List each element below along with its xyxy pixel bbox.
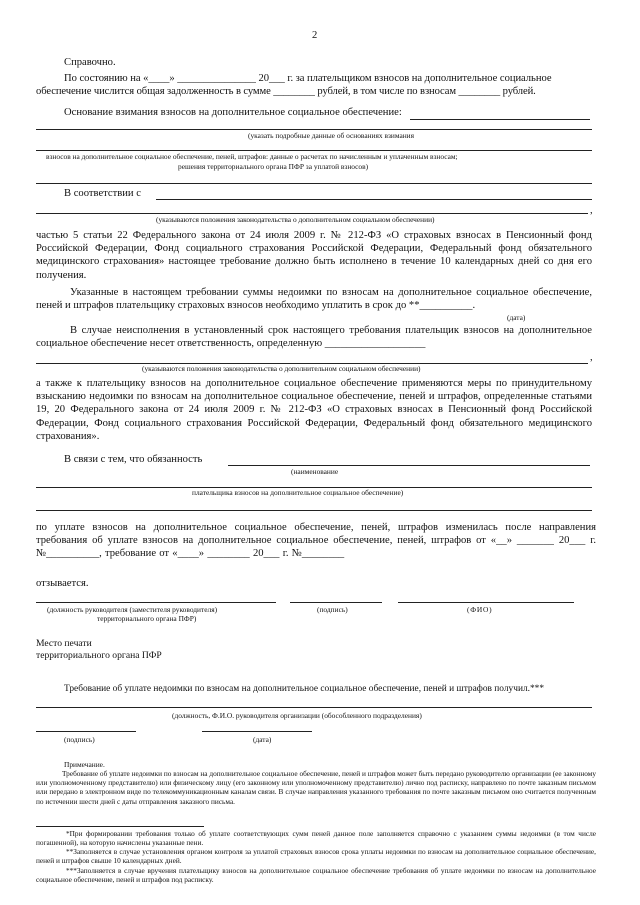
revoked-text: отзывается. xyxy=(36,578,89,589)
para-amounts: Указанные в настоящем требовании суммы недоимки по взносам на дополнительное социальное обеспечение, пеней и штрафов плательщику страховых взносов необходимо уплатить в срок до **__________. xyxy=(36,287,592,312)
position-line xyxy=(36,602,276,603)
accordance-line xyxy=(156,199,592,200)
basis-line-2 xyxy=(36,150,592,151)
position-caption-1: (должность руководителя (заместителя руководителя) xyxy=(47,605,218,614)
recipient-date-caption: (дата) xyxy=(253,735,272,744)
recipient-sign-line xyxy=(36,731,136,732)
position-caption-2: территориального органа ПФР) xyxy=(97,614,197,623)
para-default: В случае неисполнения в установленный срок настоящего требования плательщик взносов на дополнительное социальное обеспечение несет ответственность, определенную ___________________ xyxy=(36,325,592,350)
recipient-caption: (должность, Ф.И.О. руководителя организации (обособленного подразделения) xyxy=(172,711,422,720)
basis-line-3 xyxy=(36,183,592,184)
footnote-2: **Заполняется в случае установления органом контроля за уплатой страховых взносов срока уплаты недоимки по взносам на дополнительное социальное обеспечение, пеней и штрафов свыше 10 календарных дней. xyxy=(36,847,596,866)
accordance-comma: , xyxy=(590,205,593,216)
fio-line xyxy=(398,602,574,603)
obligation-line xyxy=(228,465,590,466)
reference-heading: Справочно. xyxy=(64,57,116,68)
para-measures: а также к плательщику взносов на дополнительное социальное обеспечение применяются меры по принудительному взысканию недоимки по взносам на дополнительное социальное обеспечение, пеней и штрафов, определенные статьями 19, 20 Федерального закона от 24 июля 2009 г. № 212-ФЗ «О страховых взносах в Пенсионный фонд Российской Федерации, Фонд социального страхования Российской Федерации, Федеральный фонд обязательного медицинского страхования». xyxy=(36,378,592,442)
liability-caption: (указываются положения законодательства о дополнительном социальном обеспечении) xyxy=(142,364,421,373)
payer-caption: плательщика взносов на дополнительное социальное обеспечение) xyxy=(192,488,404,497)
stamp-line-1: Место печати xyxy=(36,638,92,649)
footnote-3: ***Заполняется в случае вручения плательщику взносов на дополнительное социальное обеспечение требования об уплате недоимки по взносам на дополнительное социальное обеспечение, пеней и штрафов под расписку. xyxy=(36,866,596,885)
footnote-separator xyxy=(36,826,204,827)
obligation-label: В связи с тем, что обязанность xyxy=(64,454,203,465)
page-number: 2 xyxy=(312,30,318,41)
name-caption: (наименование xyxy=(291,467,339,476)
basis-line-end xyxy=(410,119,590,120)
law-caption: (указываются положения законодательства о дополнительном социальном обеспечении) xyxy=(156,215,435,224)
recipient-date-line xyxy=(202,731,312,732)
basis-caption-1: (указать подробные данные об основаниях взимания xyxy=(248,131,415,140)
note-text: Требование об уплате недоимки по взносам на дополнительное социальное обеспечение, пеней и штрафов может быть передано руководителю организации (ее законному или уполномоченному представителю) или физическому лицу (его законному или уполномоченному представителю) лично под расписку, направлено по почте заказным письмом или передано в электронном виде по телекоммуникационным каналам связи. В случае направления указанного требования по почте заказным письмом оно считается полученным по истечении шести дней с даты отправления заказного письма. xyxy=(36,769,596,806)
accordance-line-2 xyxy=(36,213,588,214)
note-title: Примечание. xyxy=(64,760,105,769)
debt-line-1: По состоянию на «____» _______________ 20___ г. за плательщиком взносов на дополнительное социальное xyxy=(64,73,552,84)
received-label: Требование об уплате недоимки по взносам на дополнительное социальное обеспечение, пеней и штрафов получил.*** xyxy=(64,684,545,694)
fio-caption: (ФИО) xyxy=(467,605,493,614)
recipient-sign-caption: (подпись) xyxy=(64,735,95,744)
signature-line xyxy=(290,602,382,603)
accordance-label: В соответствии с xyxy=(64,188,141,199)
basis-line-1 xyxy=(36,129,592,130)
date-caption: (дата) xyxy=(507,313,526,322)
para-law: частью 5 статьи 22 Федерального закона от 24 июля 2009 г. № 212-ФЗ «О страховых взносах в Пенсионный фонд Российской Федерации, Фонд социального страхования Российской Федерации, Федеральный фонд обязательного медицинского страхования» настоящее требование должно быть исполнено в течение 10 календарных дней со дня его получения. xyxy=(36,230,592,281)
debt-line-2: обеспечение числится общая задолженность в сумме ________ рублей, в том числе по взносам ________ рублей. xyxy=(36,86,536,97)
basis-caption-3: решения территориального органа ПФР за уплатой взносов) xyxy=(178,162,369,171)
basis-caption-2: взносов на дополнительное социальное обеспечение, пеней, штрафов: данные о расчетах по начисленным и уплаченным взносам; xyxy=(46,152,458,161)
signature-caption: (подпись) xyxy=(317,605,348,614)
para-changed: по уплате взносов на дополнительное социальное обеспечение, пеней, штрафов изменилась после направления требования об уплате взносов на дополнительное социальное обеспечение, пеней, штрафов от «__» _______ 20___ г. №__________, требование от «____» ________ 20___ г. №________ xyxy=(36,522,596,560)
basis-label: Основание взимания взносов на дополнительное социальное обеспечение: xyxy=(64,107,402,118)
footnote-1: *При формировании требования только об уплате соответствующих сумм пеней данное поле заполняется справочно с указанием суммы недоимки (в том числе погашенной), на которую начислены указанные пени. xyxy=(36,829,596,848)
stamp-line-2: территориального органа ПФР xyxy=(36,650,162,661)
recipient-line xyxy=(36,707,592,708)
payer-line-2 xyxy=(36,510,592,511)
liability-comma: , xyxy=(590,352,593,363)
